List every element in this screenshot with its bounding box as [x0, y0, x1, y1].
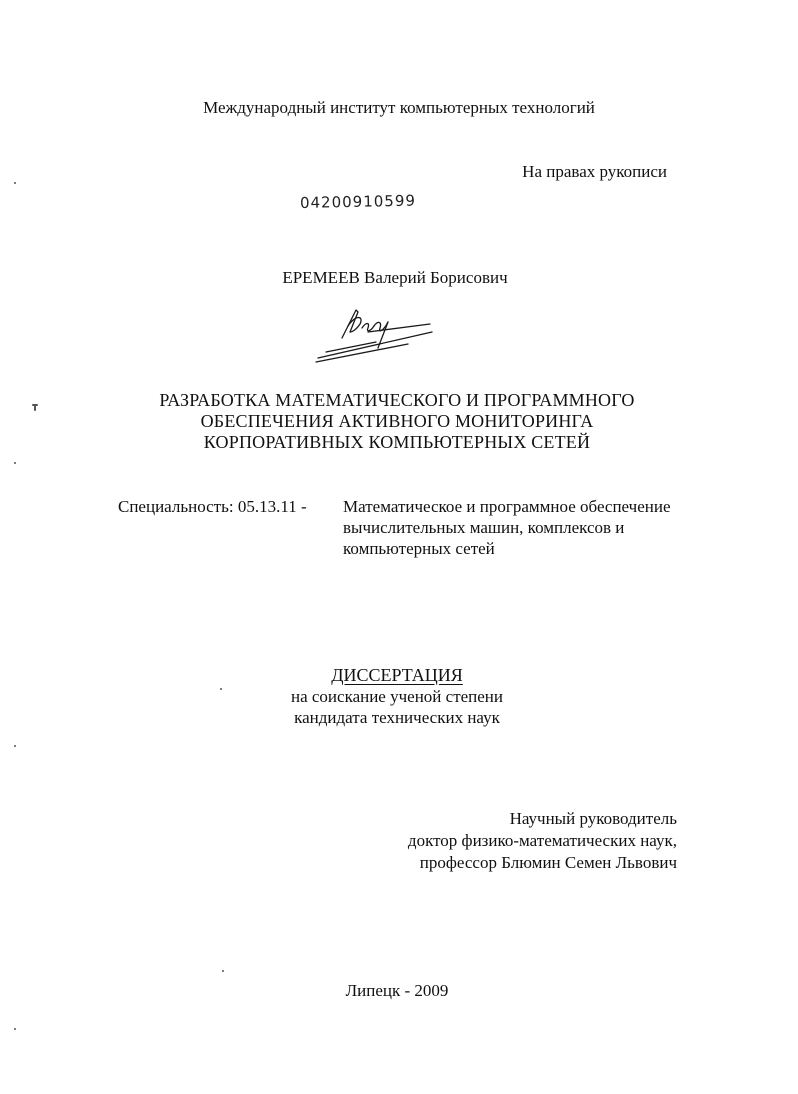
scan-speck — [222, 970, 224, 972]
scan-speck — [14, 462, 16, 464]
dissertation-title — [0, 390, 794, 453]
document-type — [0, 665, 794, 728]
supervisor-line: доктор физико-математических наук, — [407, 831, 677, 850]
place-and-year: Липецк - 2009 — [345, 981, 449, 1000]
supervisor-line: профессор Блюмин Семен Львович — [419, 853, 677, 872]
specialty-label: Специальность: 05.13.11 - — [118, 497, 307, 516]
institute-name: Международный институт компьютерных технологий — [203, 98, 595, 117]
title-line: ОБЕСПЕЧЕНИЯ АКТИВНОГО МОНИТОРИНГА — [200, 411, 594, 431]
author-name: ЕРЕМЕЕВ Валерий Борисович — [282, 268, 508, 287]
specialty-line: компьютерных сетей — [343, 539, 495, 558]
scan-speck — [14, 182, 16, 184]
specialty-line: Математическое и программное обеспечение — [343, 497, 671, 516]
scan-speck — [14, 745, 16, 747]
title-line: КОРПОРАТИВНЫХ КОМПЬЮТЕРНЫХ СЕТЕЙ — [203, 432, 591, 452]
degree-line: кандидата технических наук — [294, 708, 500, 727]
title-line: РАЗРАБОТКА МАТЕМАТИЧЕСКОГО И ПРОГРАММНОГО — [159, 390, 635, 410]
supervisor-block — [0, 808, 677, 874]
supervisor-line: Научный руководитель — [509, 809, 677, 828]
author-signature — [312, 302, 442, 364]
degree-line: на соискание ученой степени — [290, 687, 504, 706]
scan-speck — [14, 1028, 16, 1030]
scan-speck — [34, 405, 36, 411]
catalog-number: 04200910599 — [299, 191, 417, 212]
specialty-line: вычислительных машин, комплексов и — [343, 518, 625, 537]
specialty-description — [343, 496, 671, 559]
rights-note: На правах рукописи — [522, 162, 667, 181]
scan-speck — [220, 688, 222, 690]
document-type-heading: ДИССЕРТАЦИЯ — [331, 665, 463, 685]
